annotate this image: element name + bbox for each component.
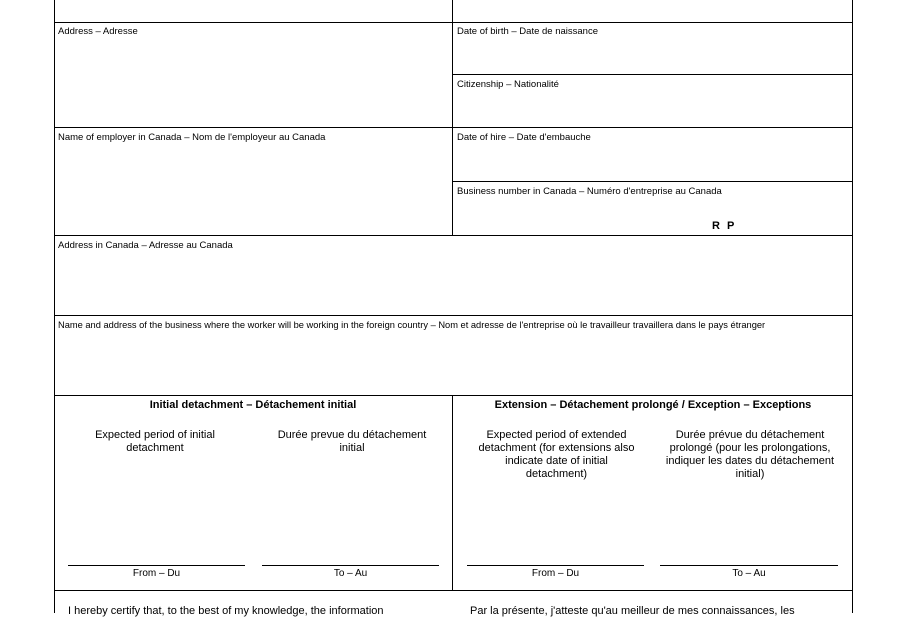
extension-to-label: To – Au (732, 568, 766, 579)
extension-title: Extension – Détachement prolongé / Exception – Exceptions (494, 399, 812, 411)
address-canada-field[interactable] (56, 252, 851, 314)
initial-detachment-title: Initial detachment – Détachement initial (149, 399, 357, 411)
rule (54, 127, 853, 128)
rule (452, 0, 453, 236)
address-label: Address – Adresse (58, 26, 138, 37)
rule (852, 0, 853, 613)
date-of-birth-field[interactable] (454, 38, 851, 73)
extension-period-en: Expected period of extended detachment (for extensions also indicate date of initial detachment) (478, 429, 635, 480)
rule (54, 315, 853, 316)
initial-to-field[interactable] (262, 520, 439, 564)
rule (54, 235, 853, 236)
employer-name-field[interactable] (56, 144, 451, 234)
extension-from-line (467, 565, 644, 566)
address-canada-label: Address in Canada – Adresse au Canada (58, 240, 233, 251)
extension-to-line (660, 565, 838, 566)
employer-name-label: Name of employer in Canada – Nom de l'employeur au Canada (58, 132, 326, 143)
initial-to-line (262, 565, 439, 566)
extension-period-fr: Durée prévue du détachement prolongé (pour les prolongations, indiquer les dates du détachement initial) (665, 429, 835, 480)
initial-to-label: To – Au (333, 568, 368, 579)
business-number-field[interactable] (454, 198, 851, 234)
detachment-form (54, 0, 853, 617)
initial-from-label: From – Du (132, 568, 181, 579)
citizenship-field[interactable] (454, 91, 851, 126)
citizenship-label: Citizenship – Nationalité (457, 79, 559, 90)
rule (54, 0, 55, 613)
address-field[interactable] (56, 38, 451, 126)
foreign-business-label: Name and address of the business where the worker will be working in the foreign country – Nom et adresse de l'entreprise où le travailleur travaillera dans le pays étranger (58, 320, 766, 330)
extension-from-field[interactable] (467, 520, 644, 564)
foreign-business-field[interactable] (56, 333, 851, 394)
initial-period-en: Expected period of initial detachment (95, 429, 215, 454)
rule (452, 181, 853, 182)
date-of-birth-label: Date of birth – Date de naissance (457, 26, 599, 37)
initial-from-line (68, 565, 245, 566)
rule (54, 395, 853, 396)
extension-to-field[interactable] (660, 520, 838, 564)
business-number-suffix: R P (712, 220, 737, 232)
business-number-label: Business number in Canada – Numéro d'entreprise au Canada (457, 186, 722, 197)
certification-en: I hereby certify that, to the best of my knowledge, the information (68, 605, 384, 617)
extension-from-label: From – Du (531, 568, 580, 579)
rule (452, 395, 453, 591)
certification-fr: Par la présente, j'atteste qu'au meilleur de mes connaissances, les (470, 605, 795, 617)
date-of-hire-field[interactable] (454, 144, 851, 180)
initial-period-fr: Durée prevue du détachement initial (277, 429, 427, 454)
date-of-hire-label: Date of hire – Date d'embauche (457, 132, 591, 143)
rule (54, 590, 853, 591)
initial-from-field[interactable] (68, 520, 245, 564)
rule (452, 74, 853, 75)
rule (54, 22, 853, 23)
